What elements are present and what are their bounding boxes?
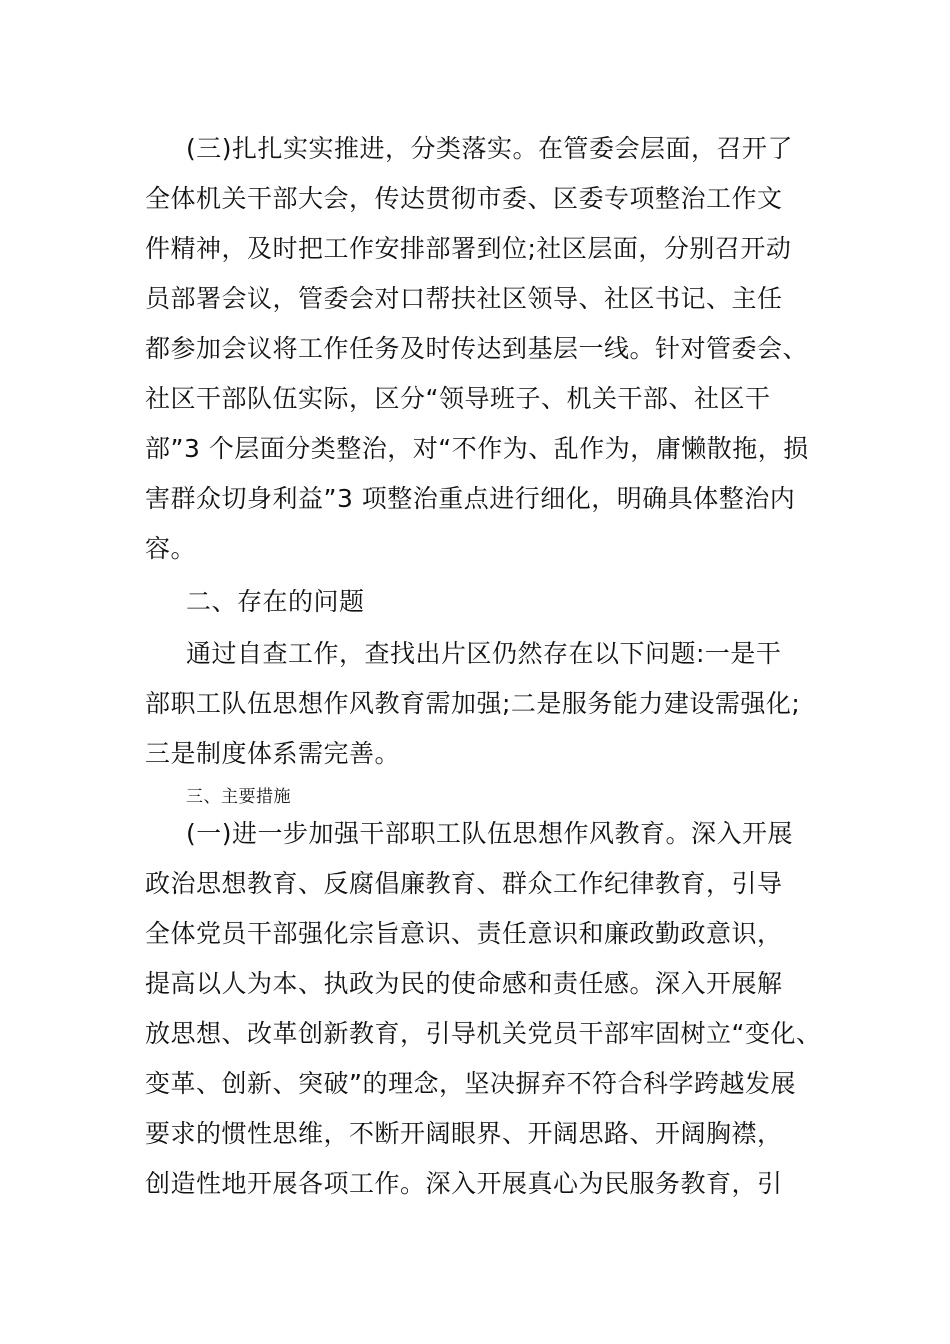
section-3-line-6: 变革、创新、突破”的理念，坚决摒弃不符合科学跨越发展 bbox=[145, 1069, 796, 1098]
paragraph-3-line-7: 部”3 个层面分类整治，对“不作为、乱作为，庸懒散拖，损 bbox=[145, 434, 809, 463]
paragraph-3-line-3: 件精神，及时把工作安排部署到位;社区层面，分别召开动 bbox=[145, 234, 792, 263]
section-2-heading: 二、存在的问题 bbox=[186, 587, 365, 616]
paragraph-3-line-2: 全体机关干部大会，传达贯彻市委、区委专项整治工作文 bbox=[145, 184, 783, 213]
section-3-line-7: 要求的惯性思维，不断开阔眼界、开阔思路、开阔胸襟， bbox=[145, 1119, 783, 1148]
section-3-line-5: 放思想、改革创新教育，引导机关党员干部牢固树立“变化、 bbox=[145, 1019, 822, 1048]
paragraph-3-line-5: 都参加会议将工作任务及时传达到基层一线。针对管委会、 bbox=[145, 334, 809, 363]
paragraph-3-line-9: 容。 bbox=[145, 534, 197, 563]
section-3-line-1: (一)进一步加强干部职工队伍思想作风教育。深入开展 bbox=[186, 819, 794, 848]
section-3-heading: 三、主要措施 bbox=[186, 787, 291, 807]
paragraph-3-line-8: 害群众切身利益”3 项整治重点进行细化，明确具体整治内 bbox=[145, 484, 796, 513]
section-2-line-3: 三是制度体系需完善。 bbox=[145, 739, 401, 768]
section-3-line-3: 全体党员干部强化宗旨意识、责任意识和廉政勤政意识， bbox=[145, 919, 783, 948]
section-2-line-2: 部职工队伍思想作风教育需加强;二是服务能力建设需强化; bbox=[145, 689, 801, 718]
paragraph-3-line-6: 社区干部队伍实际，区分“领导班子、机关干部、社区干 bbox=[145, 384, 771, 413]
section-3-line-8: 创造性地开展各项工作。深入开展真心为民服务教育，引 bbox=[145, 1169, 783, 1198]
paragraph-3-line-4: 员部署会议，管委会对口帮扶社区领导、社区书记、主任 bbox=[145, 284, 783, 313]
section-3-line-4: 提高以人为本、执政为民的使命感和责任感。深入开展解 bbox=[145, 969, 783, 998]
section-3-line-2: 政治思想教育、反腐倡廉教育、群众工作纪律教育，引导 bbox=[145, 869, 783, 898]
section-2-line-1: 通过自查工作，查找出片区仍然存在以下问题:一是干 bbox=[186, 639, 782, 668]
paragraph-3-line-1: (三)扎扎实实推进，分类落实。在管委会层面，召开了 bbox=[186, 134, 794, 163]
